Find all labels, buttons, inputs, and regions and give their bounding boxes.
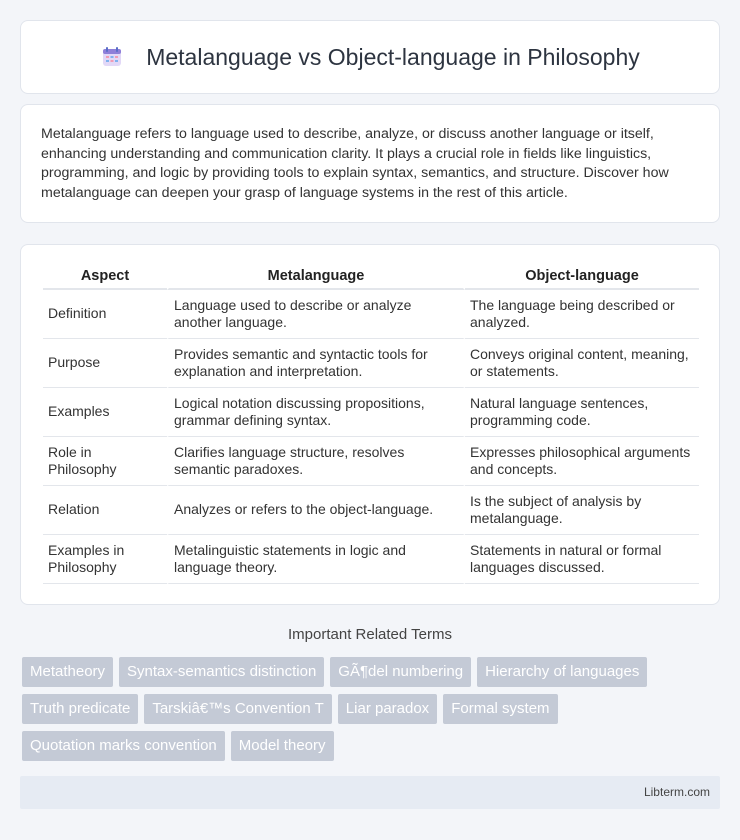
footer-site-link[interactable]: Libterm.com [643, 785, 710, 799]
related-term-tag[interactable]: Model theory [231, 731, 334, 761]
column-header-object-language: Object-language [465, 264, 699, 290]
table-cell: Language used to describe or analyze another language. [167, 290, 465, 339]
table-cell: Is the subject of analysis by metalanguage. [465, 486, 699, 535]
table-cell: Purpose [43, 339, 167, 388]
table-row [43, 437, 699, 486]
table-cell: Role in Philosophy [43, 437, 167, 486]
intro-card [20, 104, 720, 223]
table-cell: Metalinguistic statements in logic and language theory. [167, 535, 465, 584]
related-term-tag[interactable]: Truth predicate [22, 694, 138, 724]
column-header-metalanguage: Metalanguage [167, 264, 465, 290]
table-row [43, 290, 699, 339]
page-title [100, 44, 640, 71]
table-cell: Natural language sentences, programming code. [465, 388, 699, 437]
page-title-text: Metalanguage vs Object-language in Philosophy [146, 43, 640, 70]
table-cell: Analyzes or refers to the object-language. [167, 486, 465, 535]
table-row [43, 486, 699, 535]
related-term-tag[interactable]: Liar paradox [338, 694, 437, 724]
table-cell: Definition [43, 290, 167, 339]
related-terms-list [22, 657, 722, 768]
related-term-tag[interactable]: GÃ¶del numbering [330, 657, 471, 687]
footer [20, 776, 720, 809]
table-cell: Expresses philosophical arguments and concepts. [465, 437, 699, 486]
table-row [43, 535, 699, 584]
related-term-tag[interactable]: Tarskiâ€™s Convention T [144, 694, 331, 724]
table-cell: Provides semantic and syntactic tools for explanation and interpretation. [167, 339, 465, 388]
related-term-tag[interactable]: Quotation marks convention [22, 731, 225, 761]
table-cell: Examples in Philosophy [43, 535, 167, 584]
comparison-table-card [20, 244, 720, 605]
related-terms-heading: Important Related Terms [288, 626, 452, 643]
table-cell: Statements in natural or formal languages discussed. [465, 535, 699, 584]
table-cell: Clarifies language structure, resolves semantic paradoxes. [167, 437, 465, 486]
related-term-tag[interactable]: Metatheory [22, 657, 113, 687]
related-term-tag[interactable]: Hierarchy of languages [477, 657, 647, 687]
comparison-table [43, 264, 699, 584]
related-term-tag[interactable]: Formal system [443, 694, 557, 724]
table-cell: Logical notation discussing propositions, grammar defining syntax. [167, 388, 465, 437]
calendar-icon [100, 45, 124, 69]
table-row [43, 339, 699, 388]
title-card [20, 20, 720, 94]
table-cell: Conveys original content, meaning, or statements. [465, 339, 699, 388]
related-term-tag[interactable]: Syntax-semantics distinction [119, 657, 324, 687]
intro-paragraph: Metalanguage refers to language used to describe, analyze, or discuss another language or itself, enhancing understanding and communication clarity. It plays a crucial role in fields like linguistics, programming, and logic by providing tools to explain syntax, semantics, and structure. Discover how metalanguage can deepen your grasp of language systems in the rest of this article. [41, 126, 669, 201]
table-header-row [43, 264, 699, 290]
table-cell: Examples [43, 388, 167, 437]
table-cell: Relation [43, 486, 167, 535]
table-cell: The language being described or analyzed. [465, 290, 699, 339]
table-row [43, 388, 699, 437]
column-header-aspect: Aspect [43, 264, 167, 290]
